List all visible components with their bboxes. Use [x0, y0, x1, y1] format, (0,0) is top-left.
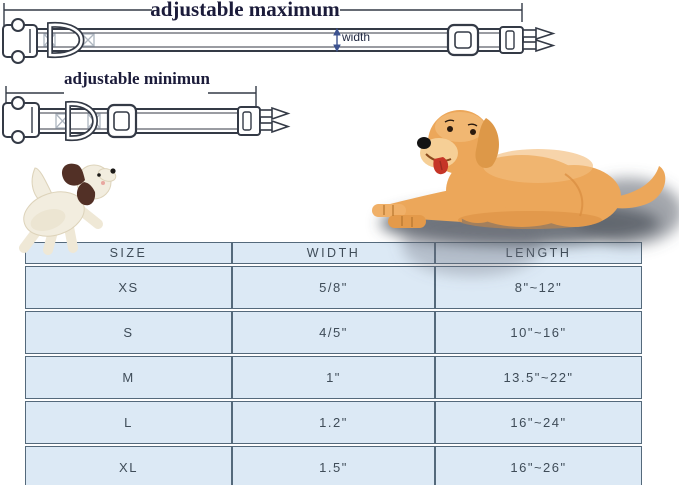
cell-size: XS — [25, 266, 232, 309]
cell-width: 4/5" — [232, 311, 435, 354]
cell-length: 8"~12" — [435, 266, 642, 309]
col-header-size: SIZE — [25, 242, 232, 264]
cell-width: 1" — [232, 356, 435, 399]
table-row-m — [25, 356, 642, 399]
col-header-length: LENGTH — [435, 242, 642, 264]
table-row-s — [25, 311, 642, 354]
small-dog-illustration — [2, 156, 122, 260]
adjustable-maximum-label: adjustable maximum — [150, 0, 340, 21]
cell-length: 13.5"~22" — [435, 356, 642, 399]
table-row-xs — [25, 266, 642, 309]
buckle-male — [500, 27, 553, 53]
adjustable-minimum-label: adjustable minimun — [64, 69, 210, 88]
buckle-female — [3, 19, 37, 63]
buckle-female — [3, 97, 39, 143]
cell-width: 5/8" — [232, 266, 435, 309]
table-row-xl — [25, 446, 642, 485]
cell-size: S — [25, 311, 232, 354]
cell-length: 16"~24" — [435, 401, 642, 444]
big-dog-illustration — [360, 96, 679, 271]
cell-width: 1.5" — [232, 446, 435, 485]
table-row-l — [25, 401, 642, 444]
cell-length: 16"~26" — [435, 446, 642, 485]
cell-size: M — [25, 356, 232, 399]
buckle-male — [238, 107, 288, 135]
cell-length: 10"~16" — [435, 311, 642, 354]
size-chart-table — [25, 240, 642, 485]
cell-width: 1.2" — [232, 401, 435, 444]
tri-glide-slider — [448, 25, 478, 55]
cell-size: XL — [25, 446, 232, 485]
cell-size: L — [25, 401, 232, 444]
col-header-width: WIDTH — [232, 242, 435, 264]
tri-glide-slider — [108, 105, 136, 137]
width-label: width — [342, 30, 371, 44]
collar-strap — [37, 29, 506, 51]
